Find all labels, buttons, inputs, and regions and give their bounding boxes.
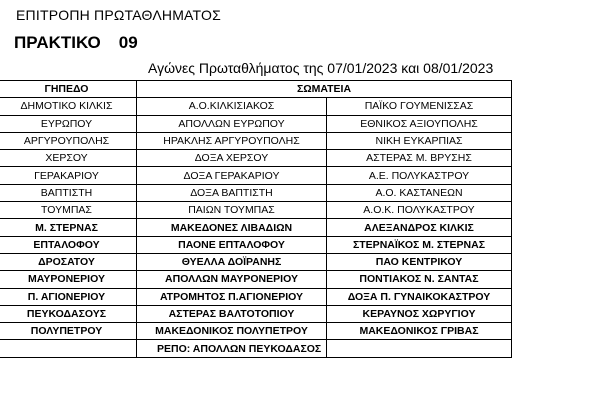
away-team-cell: ΔΟΞΑ Π. ΓΥΝΑΙΚΟΚΑΣΤΡΟΥ bbox=[327, 288, 512, 305]
home-team-cell: ΑΣΤΕΡΑΣ ΒΑΛΤΟΤΟΠΙΟΥ bbox=[137, 305, 327, 322]
away-team-cell: Α.Ε. ΠΟΛΥΚΑΣΤΡΟΥ bbox=[327, 167, 512, 184]
table-row bbox=[0, 202, 512, 219]
table-row bbox=[0, 167, 512, 184]
minutes-label: ΠΡΑΚΤΙΚΟ bbox=[14, 33, 101, 52]
venue-cell: ΜΑΥΡΟΝΕΡΙΟΥ bbox=[0, 271, 137, 288]
table-row bbox=[0, 184, 512, 201]
home-team-cell: ΠΑΙΩΝ ΤΟΥΜΠΑΣ bbox=[137, 202, 327, 219]
home-team-cell: ΑΤΡΟΜΗΤΟΣ Π.ΑΓΙΟΝΕΡΙΟΥ bbox=[137, 288, 327, 305]
table-row bbox=[0, 115, 512, 132]
venue-cell bbox=[0, 340, 137, 357]
away-team-cell: ΕΘΝΙΚΟΣ ΑΞΙΟΥΠΟΛΗΣ bbox=[327, 115, 512, 132]
minutes-number: 09 bbox=[118, 33, 138, 52]
venue-cell: ΕΥΡΩΠΟΥ bbox=[0, 115, 137, 132]
home-team-cell: ΘΥΕΛΛΑ ΔΟΪΡΑΝΗΣ bbox=[137, 253, 327, 270]
table-header-row bbox=[0, 81, 512, 98]
home-team-cell: ΜΑΚΕΔΟΝΙΚΟΣ ΠΟΛΥΠΕΤΡΟΥ bbox=[137, 323, 327, 340]
minutes-title bbox=[14, 33, 138, 53]
away-team-cell: ΠΟΝΤΙΑΚΟΣ Ν. ΣΑΝΤΑΣ bbox=[327, 271, 512, 288]
venue-cell: ΤΟΥΜΠΑΣ bbox=[0, 202, 137, 219]
home-team-cell: ΔΟΞΑ ΧΕΡΣΟΥ bbox=[137, 150, 327, 167]
away-team-cell: ΑΣΤΕΡΑΣ Μ. ΒΡΥΣΗΣ bbox=[327, 150, 512, 167]
table-row bbox=[0, 323, 512, 340]
venue-cell: ΒΑΠΤΙΣΤΗ bbox=[0, 184, 137, 201]
table-row bbox=[0, 288, 512, 305]
bye-row bbox=[0, 340, 512, 357]
table-row bbox=[0, 271, 512, 288]
home-team-cell: ΔΟΞΑ ΒΑΠΤΙΣΤΗ bbox=[137, 184, 327, 201]
away-team-cell: ΠΑΪΚΟ ΓΟΥΜΕΝΙΣΣΑΣ bbox=[327, 98, 512, 115]
home-team-cell: ΠΑΟΝΕ ΕΠΤΑΛΟΦΟΥ bbox=[137, 236, 327, 253]
home-team-cell: ΑΠΟΛΛΩΝ ΕΥΡΩΠΟΥ bbox=[137, 115, 327, 132]
away-team-cell: ΑΛΕΞΑΝΔΡΟΣ ΚΙΛΚΙΣ bbox=[327, 219, 512, 236]
match-dates-subtitle: Αγώνες Πρωταθλήματος της 07/01/2023 και 08/01/2023 bbox=[148, 60, 494, 76]
table-row bbox=[0, 150, 512, 167]
away-team-cell: ΝΙΚΗ ΕΥΚΑΡΠΙΑΣ bbox=[327, 132, 512, 149]
home-team-cell: Α.Ο.ΚΙΛΚΙΣΙΑΚΟΣ bbox=[137, 98, 327, 115]
home-team-cell: ΑΠΟΛΛΩΝ ΜΑΥΡΟΝΕΡΙΟΥ bbox=[137, 271, 327, 288]
venue-cell: ΑΡΓΥΡΟΥΠΟΛΗΣ bbox=[0, 132, 137, 149]
table-row bbox=[0, 132, 512, 149]
table-row bbox=[0, 253, 512, 270]
away-team-cell: Α.Ο. ΚΑΣΤΑΝΕΩΝ bbox=[327, 184, 512, 201]
table-row bbox=[0, 219, 512, 236]
home-team-cell: ΜΑΚΕΔΟΝΕΣ ΛΙΒΑΔΙΩΝ bbox=[137, 219, 327, 236]
venue-header: ΓΗΠΕΔΟ bbox=[0, 81, 137, 98]
table-row bbox=[0, 98, 512, 115]
away-team-cell: ΚΕΡΑΥΝΟΣ ΧΩΡΥΓΙΟΥ bbox=[327, 305, 512, 322]
home-team-cell: ΗΡΑΚΛΗΣ ΑΡΓΥΡΟΥΠΟΛΗΣ bbox=[137, 132, 327, 149]
table-row bbox=[0, 236, 512, 253]
committee-heading: ΕΠΙΤΡΟΠΗ ΠΡΩΤΑΘΛΗΜΑΤΟΣ bbox=[16, 7, 222, 23]
venue-cell: ΔΡΟΣΑΤΟΥ bbox=[0, 253, 137, 270]
venue-cell: ΓΕΡΑΚΑΡΙΟΥ bbox=[0, 167, 137, 184]
venue-cell: Μ. ΣΤΕΡΝΑΣ bbox=[0, 219, 137, 236]
home-team-cell: ΔΟΞΑ ΓΕΡΑΚΑΡΙΟΥ bbox=[137, 167, 327, 184]
away-team-cell: ΠΑΟ ΚΕΝΤΡΙΚΟΥ bbox=[327, 253, 512, 270]
venue-cell: ΠΟΛΥΠΕΤΡΟΥ bbox=[0, 323, 137, 340]
schedule-table bbox=[0, 80, 512, 358]
venue-cell: ΔΗΜΟΤΙΚΟ ΚΙΛΚΙΣ bbox=[0, 98, 137, 115]
teams-header: ΣΩΜΑΤΕΙΑ bbox=[137, 81, 512, 98]
away-team-cell: ΜΑΚΕΔΟΝΙΚΟΣ ΓΡΙΒΑΣ bbox=[327, 323, 512, 340]
venue-cell: Π. ΑΓΙΟΝΕΡΙΟΥ bbox=[0, 288, 137, 305]
table-row bbox=[0, 305, 512, 322]
venue-cell: ΕΠΤΑΛΟΦΟΥ bbox=[0, 236, 137, 253]
venue-cell: ΠΕΥΚΟΔΑΣΟΥΣ bbox=[0, 305, 137, 322]
away-team-cell bbox=[327, 340, 512, 357]
away-team-cell: ΣΤΕΡΝΑΪΚΟΣ Μ. ΣΤΕΡΝΑΣ bbox=[327, 236, 512, 253]
venue-cell: ΧΕΡΣΟΥ bbox=[0, 150, 137, 167]
bye-note: ΡΕΠΟ: ΑΠΟΛΛΩΝ ΠΕΥΚΟΔΑΣΟΣ bbox=[137, 340, 327, 357]
away-team-cell: Α.Ο.Κ. ΠΟΛΥΚΑΣΤΡΟΥ bbox=[327, 202, 512, 219]
